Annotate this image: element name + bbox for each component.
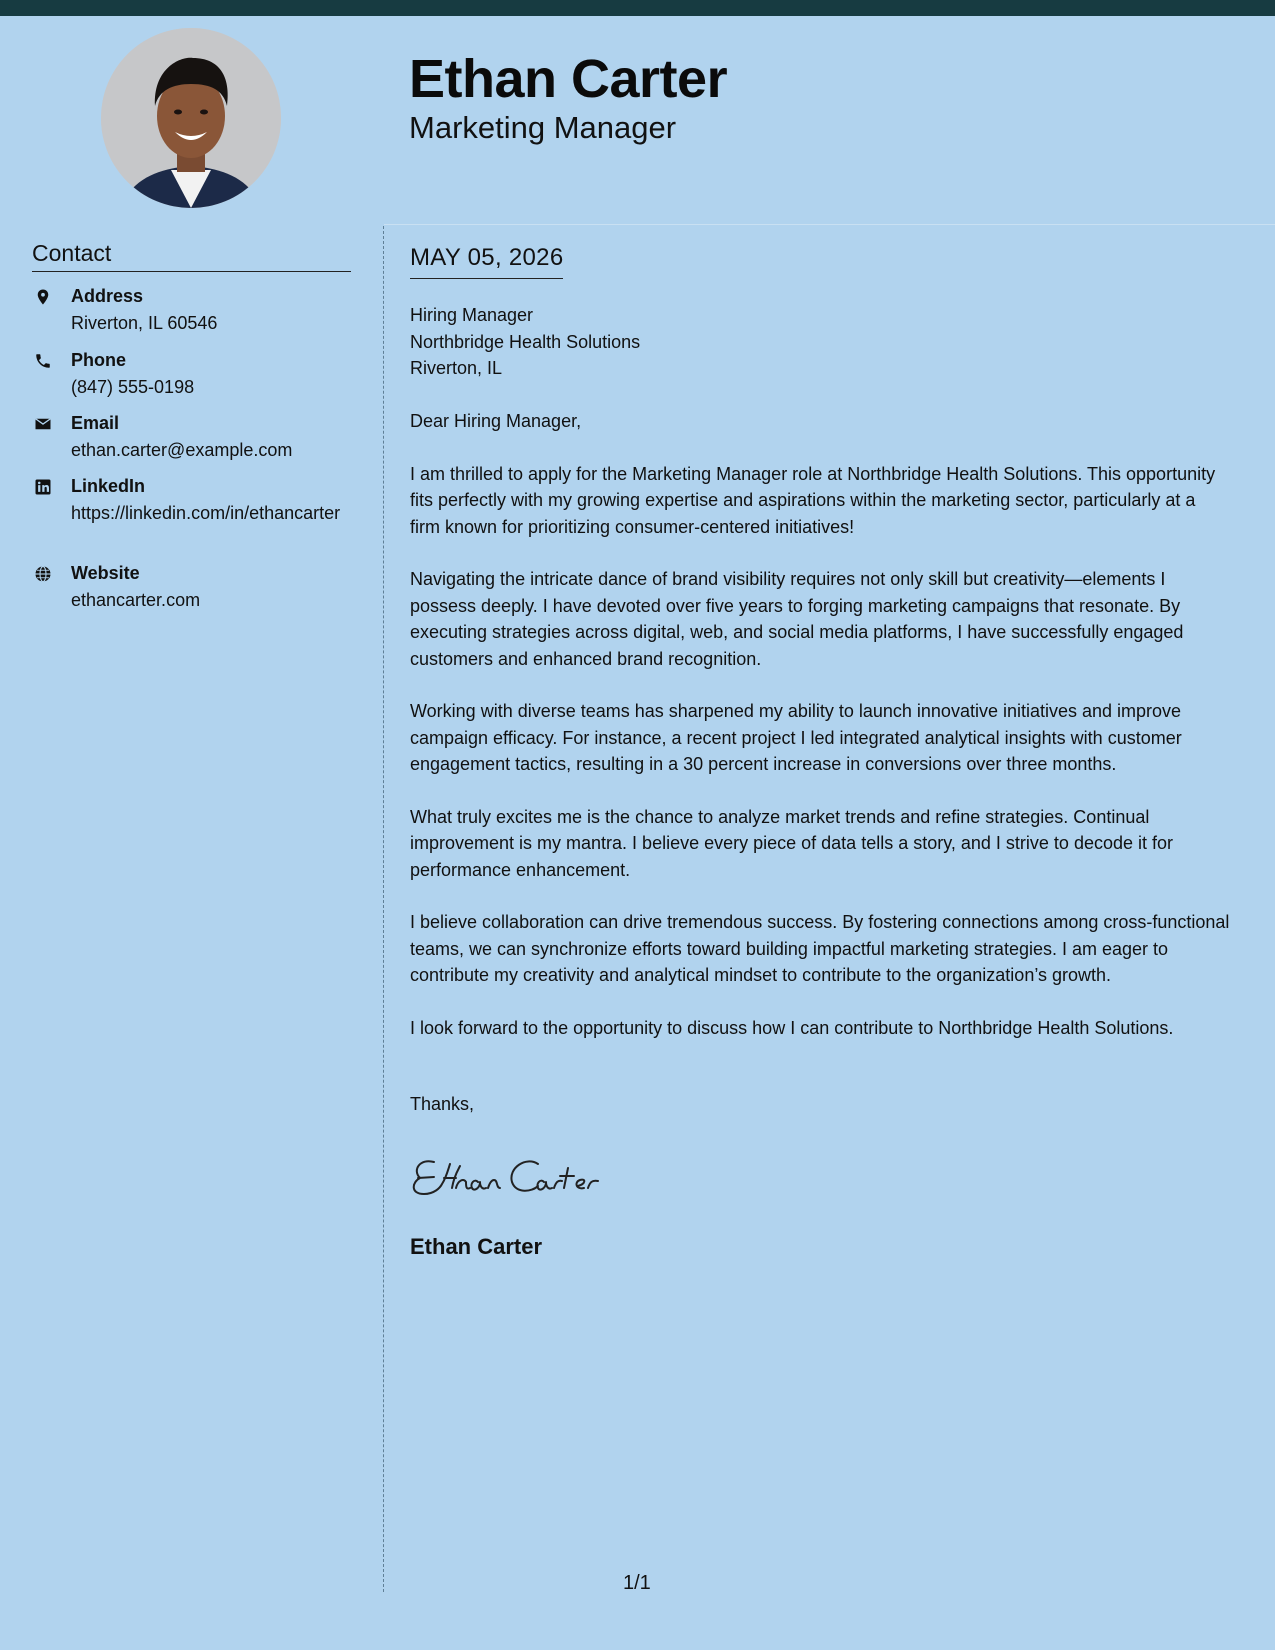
contact-website-value[interactable]: ethancarter.com	[71, 590, 201, 610]
column-divider	[383, 226, 384, 1592]
paragraph: Working with diverse teams has sharpened my ability to launch innovative initiatives and improve campaign efficacy. For instance, a recent project I led integrated analytical insights with customer engagement tactics, resulting in a 30 percent increase in conversions over three months.	[410, 701, 1182, 774]
contact-phone-value: (847) 555-0198	[71, 377, 195, 397]
recipient-location: Riverton, IL	[410, 358, 503, 378]
recipient-company: Northbridge Health Solutions	[410, 331, 641, 352]
globe-icon	[34, 565, 52, 583]
contact-phone-label: Phone	[71, 350, 127, 370]
candidate-role: Marketing Manager	[409, 110, 677, 145]
closing: Thanks,	[410, 1094, 475, 1114]
candidate-name: Ethan Carter	[409, 49, 728, 109]
linkedin-icon	[34, 478, 52, 496]
letter-date: MAY 05, 2026	[410, 244, 563, 279]
contact-heading: Contact	[32, 240, 351, 272]
paragraph: I look forward to the opportunity to discuss how I can contribute to Northbridge Health Solutions.	[410, 1017, 1174, 1038]
contact-linkedin-value[interactable]: https://linkedin.com/in/ethancarter	[71, 503, 341, 523]
recipient-block	[410, 302, 640, 382]
salutation: Dear Hiring Manager,	[410, 411, 582, 431]
paragraph: What truly excites me is the chance to analyze market trends and refine strategies. Continual improvement is my mantra. I believe every piece of data tells a story, and I strive to decode it for performance enhancement.	[410, 806, 1174, 880]
paragraph: Navigating the intricate dance of brand visibility requires not only skill but creativity—elements I possess deeply. I have devoted over five years to forging marketing campaigns that resonate. By executing strategies across digital, web, and social media platforms, I have successfully engaged customers and enhanced brand recognition.	[410, 569, 1184, 669]
envelope-icon	[34, 415, 52, 433]
handwritten-signature	[408, 1148, 628, 1200]
contact-linkedin-label: LinkedIn	[71, 476, 146, 496]
contact-website-label: Website	[71, 563, 140, 583]
contact-email-label: Email	[71, 413, 120, 433]
page-number: 1/1	[623, 1572, 651, 1594]
letter-body	[410, 408, 1230, 1067]
signer-name: Ethan Carter	[410, 1234, 543, 1259]
map-pin-icon	[34, 288, 52, 306]
recipient-title: Hiring Manager	[410, 305, 534, 325]
phone-icon	[34, 352, 52, 370]
contact-address-label: Address	[71, 286, 144, 306]
paragraph: I believe collaboration can drive tremendous success. By fostering connections among cross-functional teams, we can synchronize efforts toward building impactful marketing strategies. I am eager to contribute my creativity and analytical mindset to contribute to the organization’s growth.	[410, 912, 1230, 985]
profile-photo	[101, 28, 281, 208]
top-accent-bar	[0, 0, 1275, 16]
contact-email-value: ethan.carter@example.com	[71, 440, 293, 460]
contact-address-value: Riverton, IL 60546	[71, 313, 218, 333]
paragraph: I am thrilled to apply for the Marketing Manager role at Northbridge Health Solutions. This opportunity fits perfectly with my growing expertise and aspirations within the marketing sector, particularly at a firm known for prioritizing consumer-centered initiatives!	[410, 463, 1216, 537]
header-divider	[384, 224, 1275, 225]
